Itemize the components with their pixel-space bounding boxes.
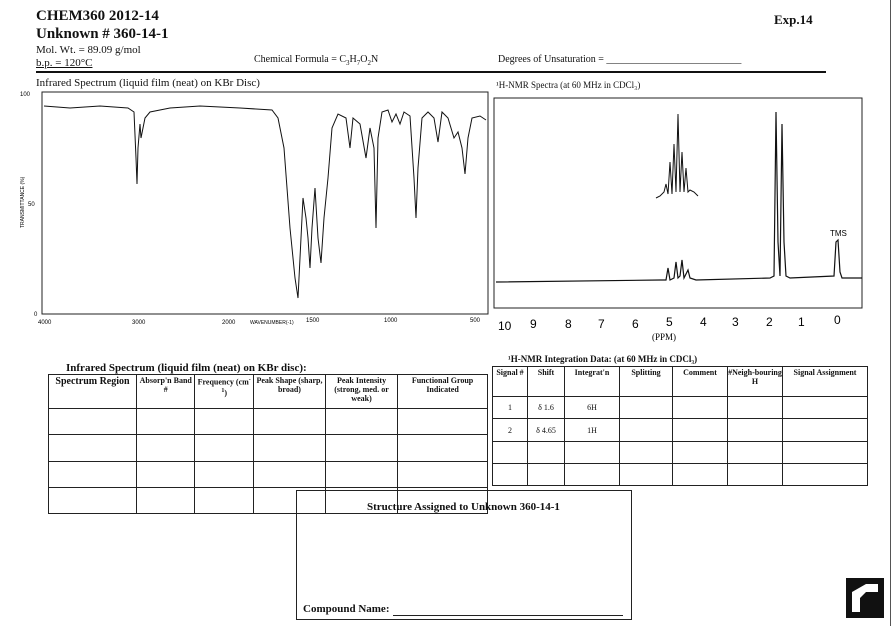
nmr-cell[interactable] [728, 419, 783, 441]
nmr-col-comment: Comment [673, 367, 728, 397]
structure-box-title: Structure Assigned to Unknown 360-14-1 [367, 501, 560, 513]
nmr-col-assignment: Signal Assignment [783, 367, 868, 397]
nmr-cell[interactable] [783, 419, 868, 441]
ir-cell[interactable] [49, 461, 137, 487]
ir-cell[interactable] [195, 409, 254, 435]
nmr-data-table [492, 366, 868, 486]
nmr-expansion-inset [656, 114, 698, 198]
nmr-x-tick-7: 7 [598, 317, 605, 331]
ir-x-tick-1000: 1000 [384, 318, 398, 324]
nmr-col-splitting: Splitting [620, 367, 673, 397]
ir-cell[interactable] [137, 461, 195, 487]
nmr-x-tick-9: 9 [530, 317, 537, 331]
nmr-cell[interactable] [673, 463, 728, 485]
compound-name-line[interactable] [393, 615, 623, 616]
nmr-cell[interactable] [620, 419, 673, 441]
ir-x-tick-3000: 3000 [132, 320, 146, 326]
nmr-cell[interactable] [783, 397, 868, 419]
nmr-cell[interactable] [620, 463, 673, 485]
nmr-x-tick-3: 3 [732, 315, 739, 329]
nmr-col-shift: Shift [528, 367, 565, 397]
compound-name-label: Compound Name: [303, 603, 390, 615]
nmr-cell: 6H [565, 397, 620, 419]
table-row [49, 409, 488, 435]
header-rule [36, 71, 826, 73]
ir-x-tick-4000: 4000 [38, 320, 52, 326]
nmr-cell[interactable] [728, 397, 783, 419]
ir-cell[interactable] [398, 461, 488, 487]
ir-cell[interactable] [137, 487, 195, 513]
nmr-cell[interactable] [565, 441, 620, 463]
nmr-col-signal: Signal # [493, 367, 528, 397]
nmr-x-label: (PPM) [652, 332, 677, 342]
nmr-x-tick-6: 6 [632, 317, 639, 331]
nmr-x-tick-8: 8 [565, 317, 572, 331]
nmr-cell[interactable] [673, 397, 728, 419]
ir-spectrum-caption: Infrared Spectrum (liquid film (neat) on KBr Disc) [36, 77, 260, 89]
nmr-cell[interactable] [620, 397, 673, 419]
ir-table-caption: Infrared Spectrum (liquid film (neat) on KBr disc): [66, 362, 307, 374]
ir-spectrum-chart [10, 88, 490, 338]
table-row [49, 435, 488, 461]
nmr-cell: 1H [565, 419, 620, 441]
nmr-cell[interactable] [673, 441, 728, 463]
ir-col-region: Spectrum Region [49, 375, 137, 409]
ir-cell[interactable] [398, 435, 488, 461]
nmr-cell[interactable] [565, 463, 620, 485]
ir-cell[interactable] [195, 461, 254, 487]
nmr-x-tick-2: 2 [766, 315, 773, 329]
nmr-x-axis [498, 313, 841, 342]
ir-cell[interactable] [137, 409, 195, 435]
nmr-cell[interactable] [783, 463, 868, 485]
table-row [493, 419, 868, 441]
ir-y-label: TRANSMITTANCE (%) [20, 176, 26, 228]
ir-y-tick-50: 50 [28, 202, 35, 208]
ir-cell[interactable] [253, 409, 325, 435]
table-row [493, 463, 868, 485]
mol-weight: Mol. Wt. = 89.09 g/mol [36, 44, 141, 56]
nmr-cell[interactable] [528, 463, 565, 485]
ir-x-tick-500: 500 [470, 318, 481, 324]
ir-cell[interactable] [137, 435, 195, 461]
ir-cell[interactable] [195, 435, 254, 461]
ir-col-group: Functional Group Indicated [398, 375, 488, 409]
nmr-table-caption: ¹H-NMR Integration Data: (at 60 MHz in CDCl₃) [508, 354, 698, 364]
course-title: CHEM360 2012-14 [36, 8, 159, 24]
ir-y-tick-100: 100 [20, 92, 31, 98]
experiment-number: Exp.14 [774, 12, 813, 27]
table-row [493, 397, 868, 419]
nmr-x-tick-0: 0 [834, 313, 841, 327]
ir-cell[interactable] [253, 461, 325, 487]
nmr-spectrum-caption: ¹H-NMR Spectra (at 60 MHz in CDCl₃) [496, 80, 641, 90]
ir-y-tick-0: 0 [34, 312, 38, 318]
ir-x-tick-2000: 2000 [222, 320, 236, 326]
nmr-cell: δ 4.65 [528, 419, 565, 441]
ir-cell[interactable] [398, 409, 488, 435]
nmr-cell[interactable] [528, 441, 565, 463]
nmr-col-integration: Integrat'n [565, 367, 620, 397]
ir-x-label: WAVENUMBER(-1) [250, 320, 294, 326]
nmr-x-tick-5: 5 [666, 315, 673, 329]
ir-cell[interactable] [253, 435, 325, 461]
nmr-cell: δ 1.6 [528, 397, 565, 419]
ir-x-tick-1500: 1500 [306, 318, 320, 324]
ir-col-frequency: Frequency $(cm^{-1})$ [195, 375, 254, 409]
ir-cell[interactable] [325, 435, 397, 461]
nmr-x-tick-10: 10 [498, 319, 512, 333]
nmr-cell[interactable] [673, 419, 728, 441]
boiling-point: b.p. = 120°C [36, 57, 93, 69]
nmr-cell: 2 [493, 419, 528, 441]
ir-col-shape: Peak Shape (sharp, broad) [253, 375, 325, 409]
ir-cell[interactable] [325, 409, 397, 435]
nmr-cell: 1 [493, 397, 528, 419]
ir-cell[interactable] [195, 487, 254, 513]
chemical-formula: Chemical Formula = $C_3H_7O_2N$ [254, 54, 379, 67]
degrees-unsaturation: Degrees of Unsaturation = ___________________________ [498, 54, 742, 65]
table-row [493, 441, 868, 463]
unknown-title: Unknown # 360-14-1 [36, 26, 169, 42]
nmr-spectrum-chart [490, 92, 870, 344]
ir-col-intensity: Peak Intensity (strong, med. or weak) [325, 375, 397, 409]
nmr-x-tick-4: 4 [700, 315, 707, 329]
nmr-cell[interactable] [620, 441, 673, 463]
nmr-cell[interactable] [493, 463, 528, 485]
page-edge [890, 0, 891, 626]
structure-box[interactable] [296, 490, 632, 620]
nmr-col-neighbouring: #Neigh-bouring H [728, 367, 783, 397]
nmr-x-tick-1: 1 [798, 315, 805, 329]
nmr-cell[interactable] [783, 441, 868, 463]
tms-label: TMS [830, 229, 847, 238]
nmr-cell[interactable] [493, 441, 528, 463]
ir-cell[interactable] [49, 409, 137, 435]
ir-cell[interactable] [49, 435, 137, 461]
ir-col-band: Absorp'n Band # [137, 375, 195, 409]
university-logo [846, 578, 884, 618]
ir-trace [44, 106, 486, 298]
table-row [49, 461, 488, 487]
nmr-cell[interactable] [728, 463, 783, 485]
ir-cell[interactable] [325, 461, 397, 487]
nmr-cell[interactable] [728, 441, 783, 463]
ir-cell[interactable] [49, 487, 137, 513]
